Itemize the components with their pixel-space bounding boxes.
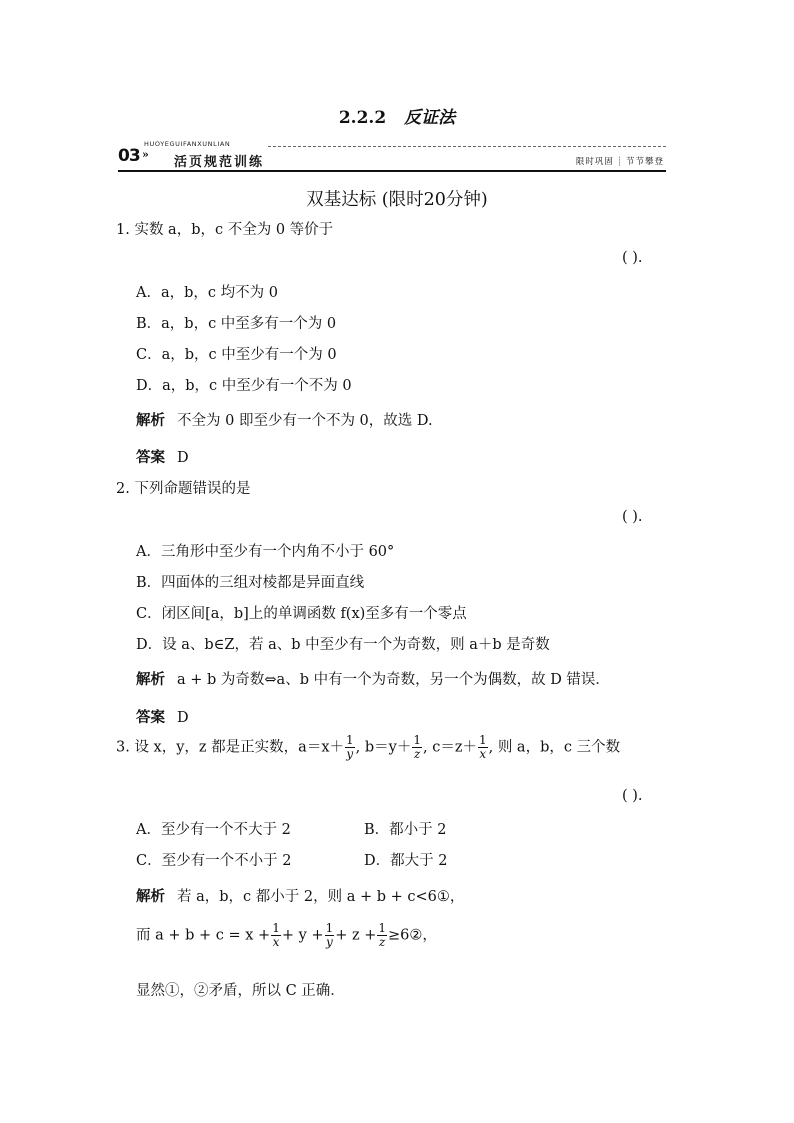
q3-analysis-frac-z: $\frac{1}{z}$: [378, 921, 387, 949]
banner-name: 活页规范训练: [174, 155, 265, 170]
q1-answer: [136, 446, 189, 467]
q2-option-b: B．四面体的三组对棱都是异面直线: [136, 575, 365, 591]
banner-dashed-rule: [268, 146, 666, 147]
q3-option-d: D．都大于 2: [364, 853, 448, 869]
q2-answer-label: 答案: [136, 710, 165, 726]
q3-eq2: b＝y＋: [364, 739, 412, 756]
q3-frac-1-x: $\frac{1}{x}$: [478, 733, 487, 761]
q1-answer-label: 答案: [136, 450, 165, 466]
q3-answer-parens: ( ).: [622, 788, 643, 804]
section-heading: 双基达标 (限时20分钟): [306, 190, 488, 210]
q3-option-c: C．至少有一个不小于 2: [136, 853, 292, 869]
q2-option-a: A．三角形中至少有一个内角不小于 60°: [136, 544, 395, 560]
banner-tag-1: 限时巩固: [575, 157, 614, 167]
q1-option-a: A．a，b，c 均不为 0: [136, 285, 278, 301]
q2-analysis-text: a + b 为奇数⇔a、b 中有一个为奇数，另一个为偶数，故 D 错误．: [177, 672, 610, 688]
q1-option-b: B．a，b，c 中至多有一个为 0: [136, 316, 337, 332]
q2-option-c: C．闭区间[a，b]上的单调函数 f(x)至多有一个零点: [136, 606, 467, 622]
section-name: 反证法: [404, 108, 456, 128]
q3-eq3: c＝z＋: [432, 739, 477, 756]
q3-analysis-label: 解析: [136, 889, 165, 905]
q1-option-c: C．a，b，c 中至少有一个为 0: [136, 347, 337, 363]
q3-option-a: A．至少有一个不大于 2: [136, 822, 291, 838]
q3-analysis-text1: 若 a，b，c 都小于 2，则 a + b + c<6①，: [177, 889, 465, 905]
q3-eq1: a＝x＋: [298, 739, 344, 756]
q3-option-b: B．都小于 2: [364, 822, 447, 838]
section-number: 2.2.2: [338, 108, 387, 128]
q3-frac-1-y: $\frac{1}{y}$: [346, 733, 354, 761]
banner-separator: ┊: [616, 157, 623, 167]
q3-analysis-line2: 而 a + b + c = x + $\frac{1}{x}$ + y + $\frac{1}{y}$ + z + $\frac{1}{z}$ ≥6②，: [136, 921, 437, 949]
chevron-icon: »: [142, 148, 149, 161]
q2-answer-value: D: [177, 710, 189, 726]
page-title: [0, 103, 794, 128]
q1-answer-parens: ( ).: [622, 250, 643, 266]
q2-analysis: [136, 668, 610, 689]
q1-stem: 1. 实数 a，b，c 不全为 0 等价于: [116, 222, 334, 238]
banner-tags: [576, 155, 664, 167]
banner-tag-2: 节节攀登: [625, 157, 664, 167]
q3-stem-end: 则 a，b，c 三个数: [497, 739, 621, 756]
q1-option-d: D．a，b，c 中至少有一个不为 0: [136, 378, 352, 394]
q3-stem-start: 3. 设 x，y，z 都是正实数，: [116, 739, 299, 756]
q3-analysis-line1: [136, 885, 464, 906]
q1-analysis: [136, 409, 433, 430]
q2-answer: [136, 706, 189, 727]
q3-analysis-frac-y: $\frac{1}{y}$: [325, 921, 334, 949]
q3-stem: 3. 设 x，y，z 都是正实数，a＝x＋ $\frac{1}{y}$ , b＝y＋ $\frac{1}{z}$ , c＝z＋ $\frac{1}{x}$ , 则 a，b，c 三个数: [116, 733, 621, 761]
q2-analysis-label: 解析: [136, 672, 165, 688]
banner-number: 03: [118, 146, 140, 166]
q1-analysis-text: 不全为 0 即至少有一个不为 0，故选 D.: [177, 413, 433, 429]
banner-rule: [118, 170, 666, 172]
q3-frac-1-z: $\frac{1}{z}$: [413, 733, 421, 761]
banner-pinyin: HUOYEGUIFANXUNLIAN: [144, 140, 231, 148]
q2-answer-parens: ( ).: [622, 509, 643, 525]
q3-analysis-line3: 显然①，②矛盾，所以 C 正确．: [136, 983, 345, 999]
q3-analysis-frac-x: $\frac{1}{x}$: [272, 921, 280, 949]
q2-option-d: D．设 a、b∈Z，若 a、b 中至少有一个为奇数，则 a＋b 是奇数: [136, 637, 550, 653]
q1-analysis-label: 解析: [136, 413, 165, 429]
q1-answer-value: D: [177, 450, 189, 466]
q2-stem: 2. 下列命题错误的是: [116, 481, 251, 497]
banner: [118, 140, 666, 174]
